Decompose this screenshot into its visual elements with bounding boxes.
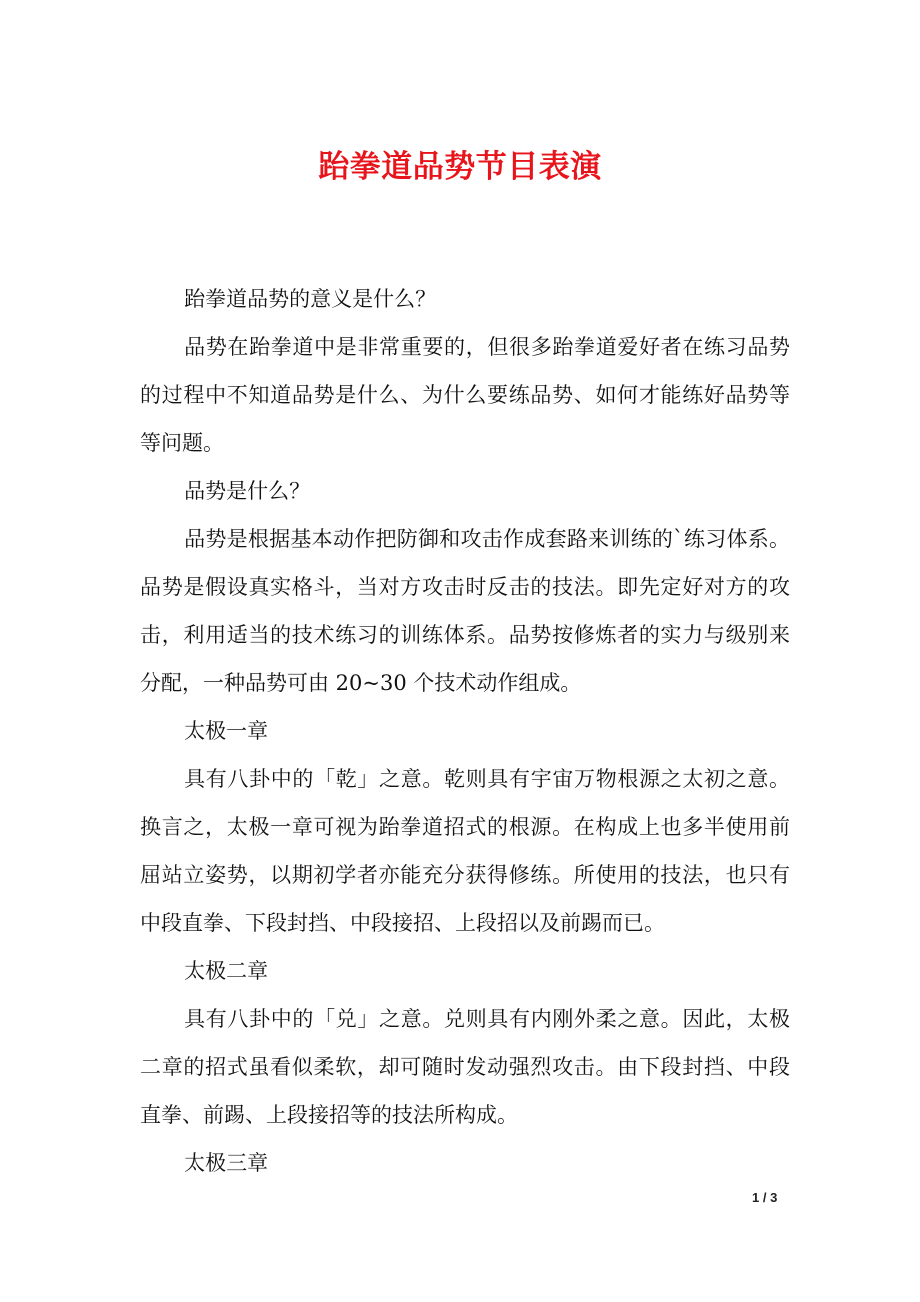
paragraph-definition: 品势是根据基本动作把防御和攻击作成套路来训练的`练习体系。品势是假设真实格斗，当对方攻击时反击的技法。即先定好对方的攻击，利用适当的技术练习的训练体系。品势按修炼者的实力与级别来分配，一种品势可由 20~30 个技术动作组成。 (140, 527, 790, 695)
document-title: 跆拳道品势节目表演 (318, 149, 602, 185)
paragraph-taiji-2: 具有八卦中的「兑」之意。兑则具有内刚外柔之意。因此，太极二章的招式虽看似柔软，却可随时发动强烈攻击。由下段封挡、中段直拳、前踢、上段接招等的技法所构成。 (140, 1007, 790, 1127)
paragraph-what-is: 品势是什么？ (184, 479, 311, 503)
paragraph-taiji-1: 具有八卦中的「乾」之意。乾则具有宇宙万物根源之太初之意。换言之，太极一章可视为跆拳道招式的根源。在构成上也多半使用前屈站立姿势，以期初学者亦能充分获得修练。所使用的技法，也只有中段直拳、下段封挡、中段接招、上段招以及前踢而已。 (140, 767, 790, 935)
section-heading-taiji-3: 太极三章 (184, 1151, 269, 1175)
section-heading-taiji-1: 太极一章 (184, 719, 269, 743)
paragraph-question: 跆拳道品势的意义是什么？ (184, 287, 437, 311)
page-number: 1 / 3 (752, 1190, 778, 1205)
document-body (140, 275, 790, 1187)
section-heading-taiji-2: 太极二章 (184, 959, 269, 983)
paragraph-intro: 品势在跆拳道中是非常重要的，但很多跆拳道爱好者在练习品势的过程中不知道品势是什么、为什么要练品势、如何才能练好品势等等问题。 (140, 335, 790, 455)
